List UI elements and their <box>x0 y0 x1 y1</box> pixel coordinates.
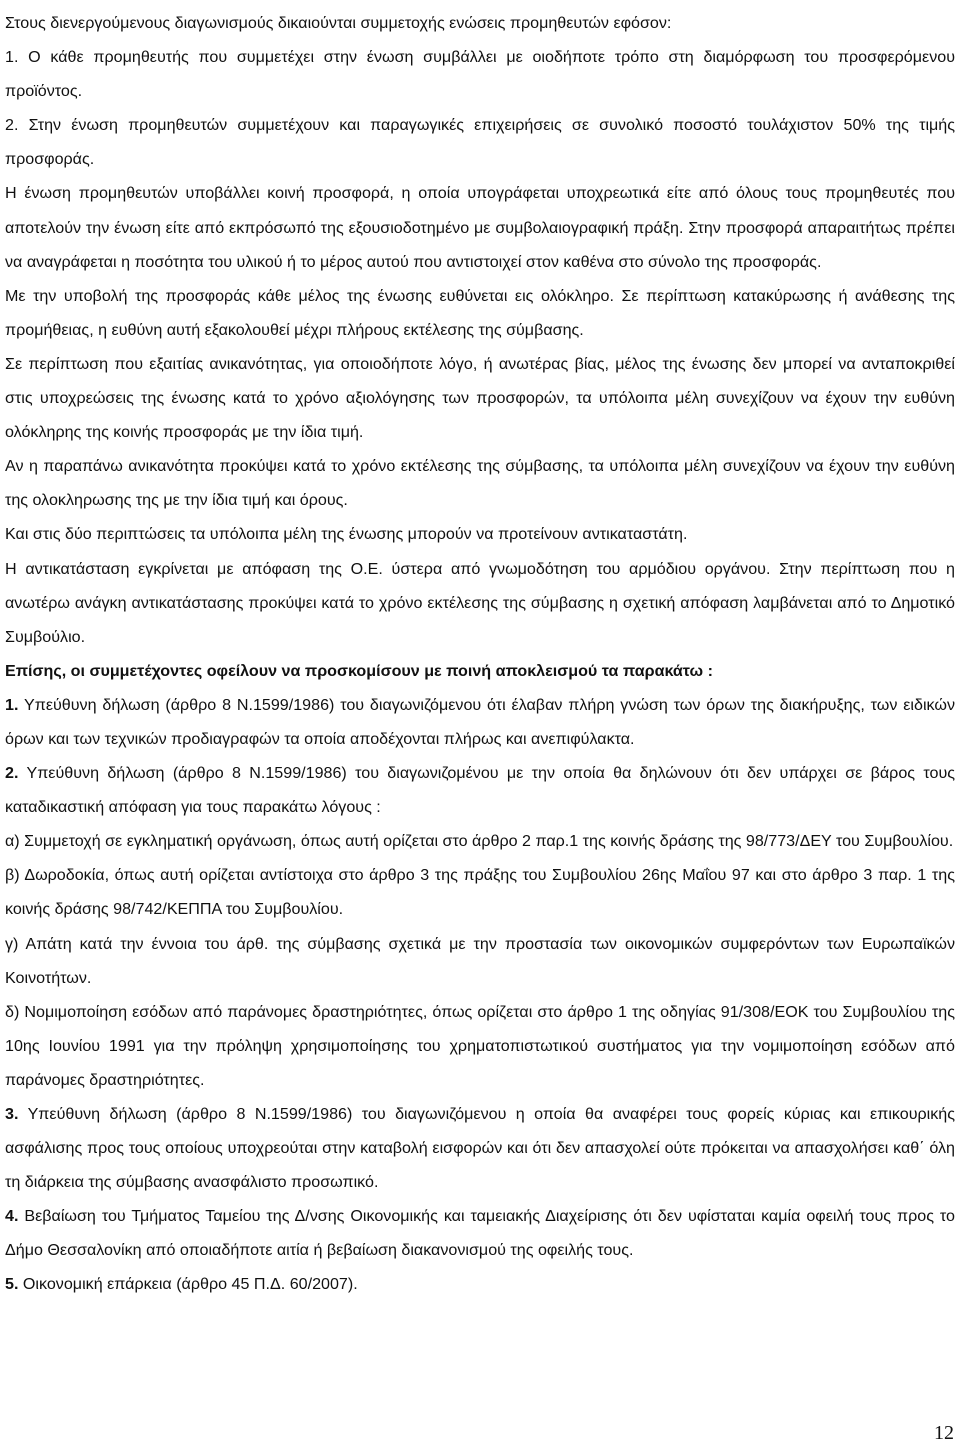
liability-paragraph: Με την υποβολή της προσφοράς κάθε μέλος της ένωσης ευθύνεται εις ολόκληρο. Σε περίπτωση κατακύρωσης ή ανάθεσης της προμήθειας, η ευθύνη αυτή εξακολουθεί μέχρι πλήρους εκτέλεσης της σύμβασης. <box>5 286 955 339</box>
subitem-b: β) Δωροδοκία, όπως αυτή ορίζεται αντίστοιχα στο άρθρο 3 της πράξης του Συμβουλίου 26ης Μαΐου 97 και στο άρθρο 3 παρ. 1 της κοινής δράσης 98/742/ΚΕΠΠΑ του Συμβουλίου. <box>5 866 955 919</box>
requirement-3-text: Υπεύθυνη δήλωση (άρθρο 8 Ν.1599/1986) του διαγωνιζόμενου η οποία θα αναφέρει τους φορείς κύριας και επικουρικής ασφάλισης προς τους οποίους υποχρεούται στην καταβολή εισφορών και ότι δεν απασχολεί ούτε πρόκειται να απασχολήσει καθ΄ όλη τη διάρκεια της σύμβασης ανασφάλιστο προσωπικό. <box>5 1105 955 1192</box>
requirement-1-text: Υπεύθυνη δήλωση (άρθρο 8 Ν.1599/1986) του διαγωνιζόμενου ότι έλαβαν πλήρη γνώση των όρων της διακήρυξης, των ειδικών όρων και των τεχνικών προδιαγραφών τα οποία αποδέχονται πλήρως και ανεπιφύλακτα. <box>5 695 955 748</box>
subitem-d: δ) Νομιμοποίηση εσόδων από παράνομες δραστηριότητες, όπως ορίζεται στο άρθρο 1 της οδηγίας 91/308/ΕΟΚ του Συμβουλίου της 10ης Ιουνίου 1991 για την πρόληψη χρησιμοποίησης του χρηματοπιστωτικού συστήματος για την νομιμοποίηση εσόδων από παράνομες δραστηριότητες. <box>5 1002 955 1089</box>
requirement-4-text: Βεβαίωση του Τμήματος Ταμείου της Δ/νσης Οικονομικής και ταμειακής Διαχείρισης ότι δεν υφίσταται καμία οφειλή τους προς το Δήμο Θεσσαλονίκη από οποιαδήποτε αιτία ή βεβαίωση διακανονισμού της οφειλής τους. <box>5 1207 955 1260</box>
document-body <box>5 6 955 1302</box>
intro-paragraph: Στους διενεργούμενους διαγωνισμούς δικαιούνται συμμετοχής ενώσεις προμηθευτών εφόσον: <box>5 14 672 32</box>
requirement-1 <box>5 688 955 756</box>
condition-2: 2. Στην ένωση προμηθευτών συμμετέχουν και παραγωγικές επιχειρήσεις σε συνολικό ποσοστό τουλάχιστον 50% της τιμής προσφοράς. <box>5 116 955 169</box>
requirement-4-number: 4. <box>5 1207 19 1226</box>
execution-incapacity-paragraph: Αν η παραπάνω ανικανότητα προκύψει κατά το χρόνο εκτέλεσης της σύμβασης, τα υπόλοιπα μέλη συνεχίζουν να έχουν την ευθύνη της ολοκληρωσης της με την ίδια τιμή και όρους. <box>5 457 955 510</box>
requirement-5-text: Οικονομική επάρκεια (άρθρο 45 Π.Δ. 60/2007). <box>18 1275 358 1294</box>
requirement-5-number: 5. <box>5 1275 19 1294</box>
requirement-2-number: 2. <box>5 764 19 783</box>
page-number: 12 <box>934 1422 954 1444</box>
subitem-c: γ) Απάτη κατά την έννοια του άρθ. της σύμβασης σχετικά με την προστασία των οικονομικών συμφερόντων των Ευρωπαϊκών Κοινοτήτων. <box>5 934 955 987</box>
replacement-paragraph: Και στις δύο περιπτώσεις τα υπόλοιπα μέλη της ένωσης μπορούν να προτείνουν αντικαταστάτη. <box>5 525 688 544</box>
requirement-2 <box>5 756 955 824</box>
joint-offer-paragraph: Η ένωση προμηθευτών υποβάλλει κοινή προσφορά, η οποία υπογράφεται υποχρεωτικά είτε από όλους τους προμηθευτές που αποτελούν την ένωση είτε από εκπρόσωπό της εξουσιοδοτημένο με συμβολαιογραφική πράξη. Στην προσφορά απαραιτήτως πρέπει να αναγράφεται η ποσότητα του υλικού ή το μέρος αυτού που αντιστοιχεί στον καθένα στο σύνολο της προσφοράς. <box>5 184 955 271</box>
requirement-1-number: 1. <box>5 695 19 714</box>
condition-1: 1. Ο κάθε προμηθευτής που συμμετέχει στην ένωση συμβάλλει με οιοδήποτε τρόπο στη διαμόρφωση του προσφερόμενου προϊόντος. <box>5 48 955 101</box>
incapacity-paragraph: Σε περίπτωση που εξαιτίας ανικανότητας, για οποιοδήποτε λόγο, ή ανωτέρας βίας, μέλος της ένωσης δεν μπορεί να ανταποκριθεί στις υποχρεώσεις της ένωσης κατά το χρόνο αξιολόγησης των προσφορών, τα υπόλοιπα μέλη συνεχίζουν να έχουν την ευθύνη ολόκληρης της κοινής προσφοράς με την ίδια τιμή. <box>5 354 955 442</box>
requirements-heading: Επίσης, οι συμμετέχοντες οφείλουν να προσκομίσουν με ποινή αποκλεισμού τα παρακάτω : <box>5 661 713 680</box>
requirement-5 <box>5 1267 955 1301</box>
replacement-approval-paragraph: Η αντικατάσταση εγκρίνεται με απόφαση της Ο.Ε. ύστερα από γνωμοδότηση του αρμόδιου οργάνου. Στην περίπτωση που η ανωτέρω ανάγκη αντικατάστασης προκύψει κατά το χρόνο εκτέλεσης της σύμβασης η σχετική απόφαση λαμβάνεται από το Δημοτικό Συμβούλιο. <box>5 559 955 646</box>
requirement-3-number: 3. <box>5 1105 19 1123</box>
requirement-3 <box>5 1097 955 1199</box>
requirement-2-text: Υπεύθυνη δήλωση (άρθρο 8 Ν.1599/1986) του διαγωνιζομένου με την οποία θα δηλώνουν ότι δεν υπάρχει σε βάρος τους καταδικαστική απόφαση για τους παρακάτω λόγους : <box>5 764 955 817</box>
requirement-4 <box>5 1199 955 1267</box>
subitem-a: α) Συμμετοχή σε εγκληματική οργάνωση, όπως αυτή ορίζεται στο άρθρο 2 παρ.1 της κοινής δράσης της 98/773/ΔΕΥ του Συμβουλίου. <box>5 832 954 851</box>
